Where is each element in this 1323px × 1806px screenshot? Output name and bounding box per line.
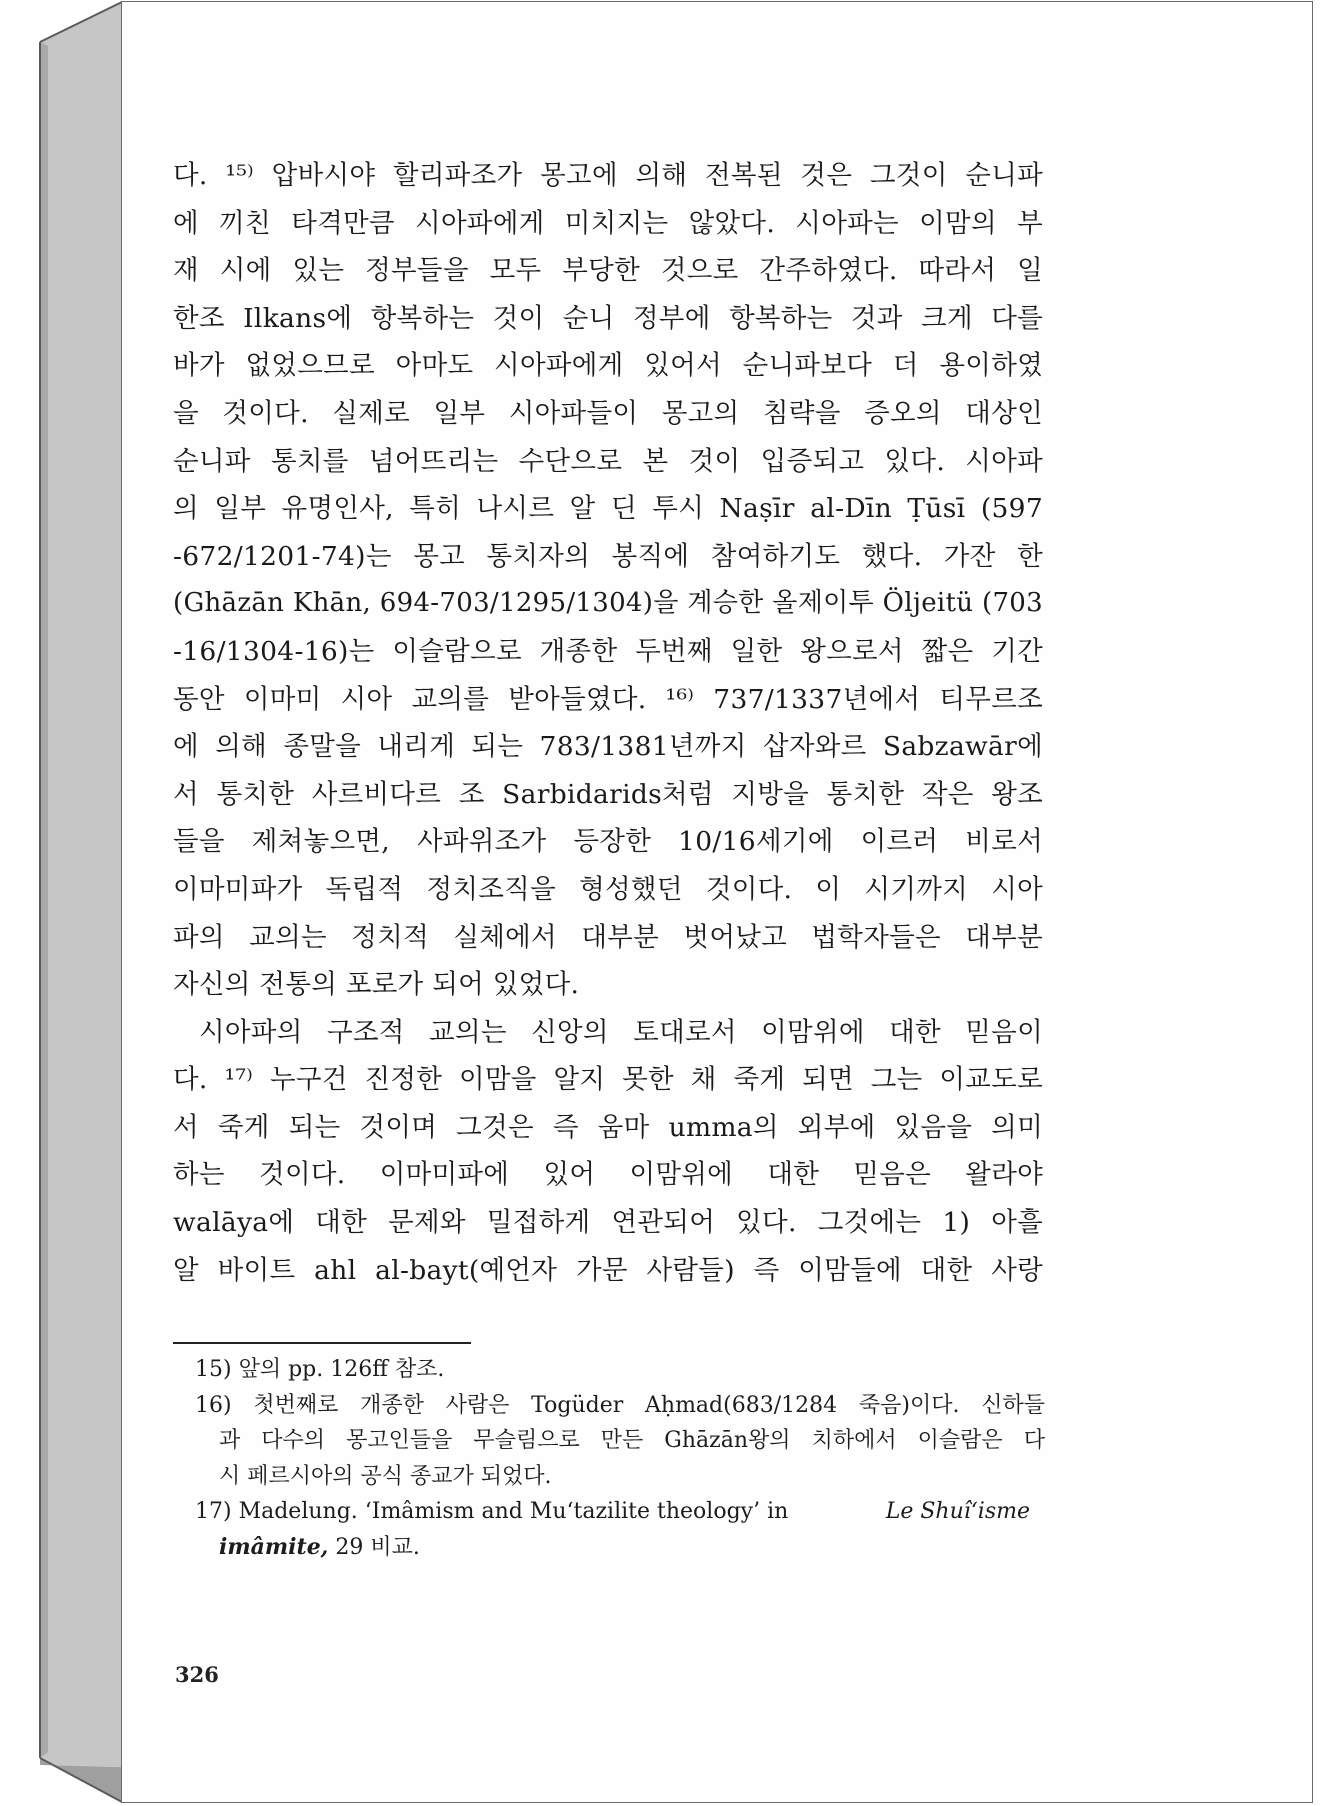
body-line: 다. ¹⁵⁾ 압바시야 할리파조가 몽고에 의해 전복된 것은 그것이 순니파: [173, 160, 1043, 191]
footnote-separator: [173, 1342, 471, 1344]
body-line: 바가 없었으므로 아마도 시아파에게 있어서 순니파보다 더 용이하였: [173, 350, 1043, 382]
body-line: 동안 이마미 시아 교의를 받아들였다. ¹⁶⁾ 737/1337년에서 티무르조: [173, 683, 1043, 715]
body-line: 알 바이트 ahl al-bayt(예언자 가문 사람들) 즉 이맘들에 대한 사랑: [173, 1254, 1043, 1286]
body-line: (Ghāzān Khān, 694-703/1295/1304)을 계승한 올제이투 Öljeitü (703: [173, 588, 1043, 619]
page-number: 326: [175, 1662, 219, 1687]
body-line: walāya에 대한 문제와 밀접하게 연관되어 있다. 그것에는 1) 아흘: [173, 1207, 1043, 1239]
footnotes: [195, 1352, 1045, 1565]
footnote-15: 15) 앞의 pp. 126ff 참조.: [195, 1357, 445, 1382]
body-line: 순니파 통치를 넘어뜨리는 수단으로 본 것이 입증되고 있다. 시아파: [173, 445, 1043, 477]
body-line: 서 죽게 되는 것이며 그것은 즉 움마 umma의 외부에 있음을 의미: [173, 1111, 1043, 1143]
body-line: -16/1304-16)는 이슬람으로 개종한 두번째 일한 왕으로서 짧은 기간: [173, 635, 1043, 667]
body-line: 이마미파가 독립적 정치조직을 형성했던 것이다. 이 시기까지 시아: [173, 873, 1043, 905]
footnote-17-title: Le Shuî‘isme: [885, 1499, 1030, 1524]
footnote-16-continued: 과 다수의 몽고인들을 무슬림으로 만든 Ghāzān왕의 치하에서 이슬람은 다: [219, 1428, 1045, 1453]
body-text: [173, 152, 1043, 1294]
body-line: 자신의 전통의 포로가 되어 있었다.: [173, 969, 580, 1001]
body-line: 하는 것이다. 이마미파에 있어 이맘위에 대한 믿음은 왈라야: [173, 1159, 1043, 1191]
footnote-17-ref: 29 비교.: [335, 1534, 420, 1560]
body-line: 에 의해 종말을 내리게 되는 783/1381년까지 삽자와르 Sabzawār에: [173, 731, 1043, 763]
footnote-17-text: 17) Madelung. ‘Imâmism and Mu‘tazilite theology’ in: [195, 1499, 789, 1524]
footnote-16: 16) 첫번째로 개종한 사람은 Togüder Aḥmad(683/1284 죽음)이다. 신하들: [195, 1392, 1045, 1418]
body-line: 재 시에 있는 정부들을 모두 부당한 것으로 간주하였다. 따라서 일: [173, 255, 1043, 287]
body-line: 들을 제쳐놓으면, 사파위조가 등장한 10/16세기에 이르러 비로서: [173, 826, 1043, 858]
footnote-16-end: 시 페르시아의 공식 종교가 되었다.: [219, 1463, 552, 1489]
body-line: 다. ¹⁷⁾ 누구건 진정한 이맘을 알지 못한 채 죽게 되면 그는 이교도로: [173, 1064, 1043, 1096]
body-line: 한조 Ilkans에 항복하는 것이 순니 정부에 항복하는 것과 크게 다를: [173, 302, 1043, 334]
body-line: 의 일부 유명인사, 특히 나시르 알 딘 투시 Naṣīr al-Dīn Ṭūsī (597: [173, 493, 1043, 525]
footnote-17-continued: [195, 1530, 1045, 1566]
body-line: 파의 교의는 정치적 실체에서 대부분 벗어났고 법학자들은 대부분: [173, 921, 1043, 953]
footnote-17-title-end: imâmite,: [219, 1533, 329, 1560]
body-line: 을 것이다. 실제로 일부 시아파들이 몽고의 침략을 증오의 대상인: [173, 397, 1043, 429]
body-line: 서 통치한 사르비다르 조 Sarbidarids처럼 지방을 통치한 작은 왕조: [173, 778, 1043, 810]
footnote-17: [195, 1494, 1030, 1530]
paragraph-start-line: 시아파의 구조적 교의는 신앙의 토대로서 이맘위에 대한 믿음이: [199, 1016, 1043, 1048]
body-line: 에 끼친 타격만큼 시아파에게 미치지는 않았다. 시아파는 이맘의 부: [173, 207, 1043, 239]
body-line: -672/1201-74)는 몽고 통치자의 봉직에 참여하기도 했다. 가잔 한: [173, 540, 1043, 572]
